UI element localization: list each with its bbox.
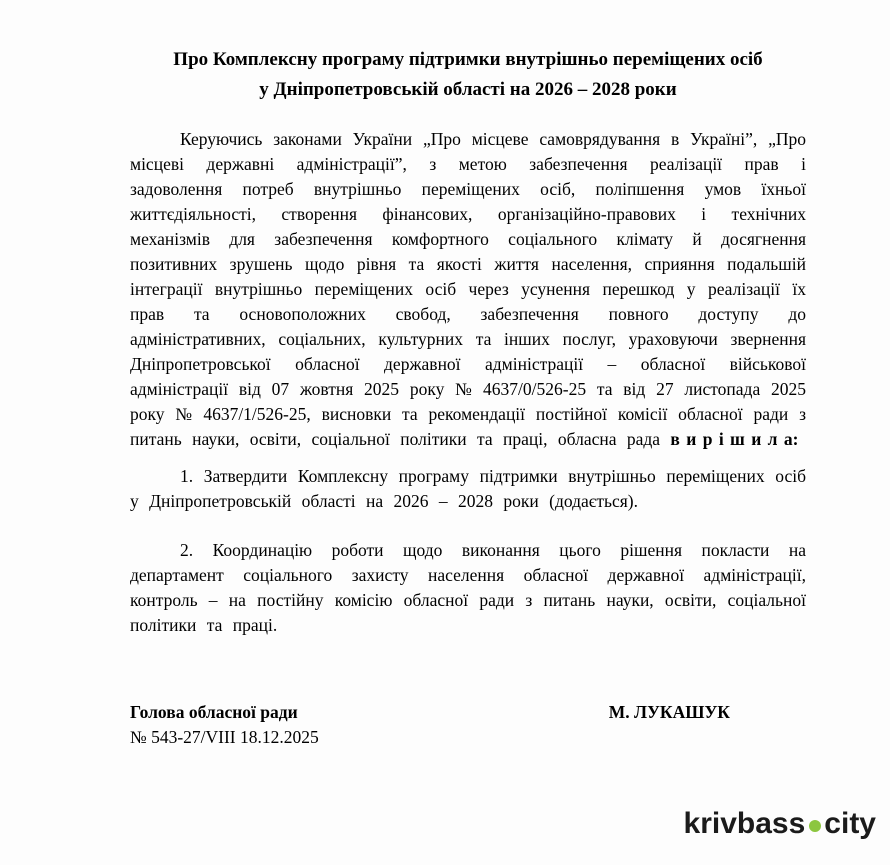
krivbass-city-watermark [684,807,876,841]
document-title-line-2: у Дніпропетровській області на 2026 – 2028 роки [259,79,677,100]
document-content [130,45,806,750]
resolution-item-2: 2. Координацію роботи щодо виконання цього рішення покласти на департамент соціального захисту населення обласної державної адміністрації, контроль – на постійну комісію обласної ради з питань науки, освіти, соціальної політики та праці. [130,540,806,635]
signature-row [130,700,806,725]
document-title [130,45,806,105]
watermark-dot [809,820,821,832]
resolved-keyword: в и р і ш и л а: [670,429,799,449]
document-title-line-1: Про Комплексну програму підтримки внутрішньо переміщених осіб [173,49,763,70]
preamble-paragraph [130,127,806,452]
document-number: № 543-27/VIII 18.12.2025 [130,727,319,747]
signatory-name: М. ЛУКАШУК [608,702,730,722]
resolution-item-1: 1. Затвердити Комплексну програму підтримки внутрішньо переміщених осіб у Дніпропетровській області на 2026 – 2028 роки (додається). [130,466,806,511]
preamble-text: Керуючись законами України „Про місцеве самоврядування в Україні”, „Про місцеві державні адміністрації”, з метою забезпечення реалізації прав і задоволення потреб внутрішньо переміщених осіб, поліпшення умов їхньої життєдіяльності, створення фінансових, організаційно-правових і технічних механізмів для забезпечення комфортного соціального клімату й досягнення позитивних зрушень щодо рівня та якості життя населення, сприяння подальшій інтеграції внутрішньо переміщених осіб через усунення перешкод у реалізації їх прав та основоположних свобод, забезпечення повного доступу до адміністративних, соціальних, культурних та інших послуг, ураховуючи звернення Дніпропетровської обласної державної адміністрації – обласної військової адміністрації від 07 жовтня 2025 року № 4637/0/526-25 та від 27 листопада 2025 року № 4637/1/526-25, висновки та рекомендації постійної комісії обласної ради з питань науки, освіти, соціальної політики та праці, обласна рада [130,129,806,449]
watermark-text-right: city [824,807,876,840]
watermark-text-left: krivbass [683,807,806,840]
signatory-position: Голова обласної ради [130,702,298,722]
